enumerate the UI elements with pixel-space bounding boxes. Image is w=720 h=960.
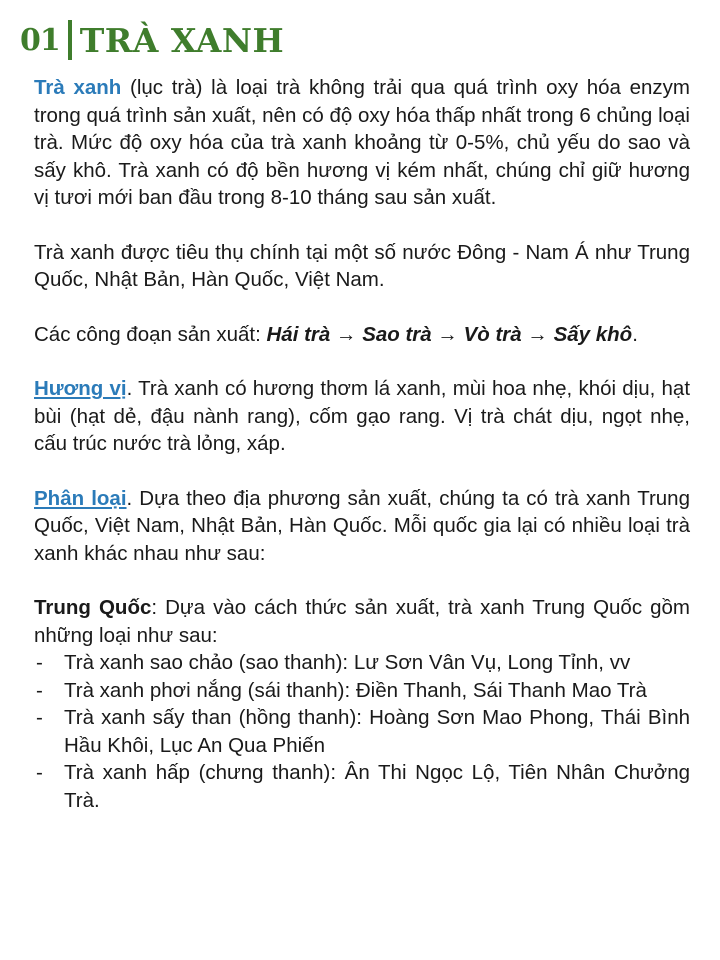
term-phan-loai: Phân loại xyxy=(34,486,127,510)
process-lead: Các công đoạn sản xuất: xyxy=(34,322,267,346)
paragraph-classification xyxy=(34,485,690,568)
section-title: TRÀ XANH xyxy=(79,20,285,60)
article-body xyxy=(34,74,690,814)
paragraph-consumption xyxy=(34,239,690,294)
list-item: - Trà xanh sấy than (hồng thanh): Hoàng Sơn Mao Phong, Thái Bình Hầu Khôi, Lục An Qua Phiến xyxy=(34,704,690,759)
paragraph-china-text: : Dựa vào cách thức sản xuất, trà xanh Trung Quốc gồm những loại như sau: xyxy=(34,596,690,647)
process-end: . xyxy=(632,322,638,346)
term-tra-xanh: Trà xanh xyxy=(34,76,122,99)
term-trung-quoc: Trung Quốc xyxy=(34,596,152,619)
paragraph-consumption-text: Trà xanh được tiêu thụ chính tại một số nước Đông - Nam Á như Trung Quốc, Nhật Bản, Hàn Quốc, Việt Nam. xyxy=(34,240,690,291)
list-item: - Trà xanh hấp (chưng thanh): Ân Thi Ngọc Lộ, Tiên Nhân Chưởng Trà. xyxy=(34,759,690,814)
paragraph-flavor xyxy=(34,375,690,458)
paragraph-definition-text: (lục trà) là loại trà không trải qua quá trình oxy hóa enzym trong quá trình sản xuất, nên có độ oxy hóa thấp nhất trong 6 chủng loại trà. Mức độ oxy hóa của trà xanh khoảng từ 0-5%, chủ yếu do sao và sấy khô. Trà xanh có độ bền hương vị kém nhất, chúng chỉ giữ hương vị tươi mới ban đầu trong 8-10 tháng sau sản xuất. xyxy=(34,76,691,209)
heading-divider xyxy=(68,20,72,60)
paragraph-definition xyxy=(34,74,690,212)
paragraph-classification-text: . Dựa theo địa phương sản xuất, chúng ta có trà xanh Trung Quốc, Việt Nam, Nhật Bản, Hàn Quốc. Mỗi quốc gia lại có nhiều loại trà xanh khác nhau như sau: xyxy=(34,486,690,565)
process-steps: Hái trà → Sao trà → Vò trà → Sấy khô xyxy=(266,322,633,346)
china-tea-list xyxy=(34,649,690,814)
section-heading xyxy=(20,14,690,66)
list-item: - Trà xanh sao chảo (sao thanh): Lư Sơn Vân Vụ, Long Tỉnh, vv xyxy=(34,649,690,677)
paragraph-process xyxy=(34,321,690,349)
paragraph-china xyxy=(34,594,690,649)
term-huong-vi: Hương vị xyxy=(34,377,127,400)
list-item: - Trà xanh phơi nắng (sái thanh): Điền Thanh, Sái Thanh Mao Trà xyxy=(34,677,690,705)
section-number: 01 xyxy=(20,22,60,58)
paragraph-flavor-text: . Trà xanh có hương thơm lá xanh, mùi hoa nhẹ, khói dịu, hạt bùi (hạt dẻ, đậu nành rang), cốm gạo rang. Vị trà chát dịu, ngọt nhẹ, cấu trúc nước trà lỏng, xáp. xyxy=(34,377,691,455)
